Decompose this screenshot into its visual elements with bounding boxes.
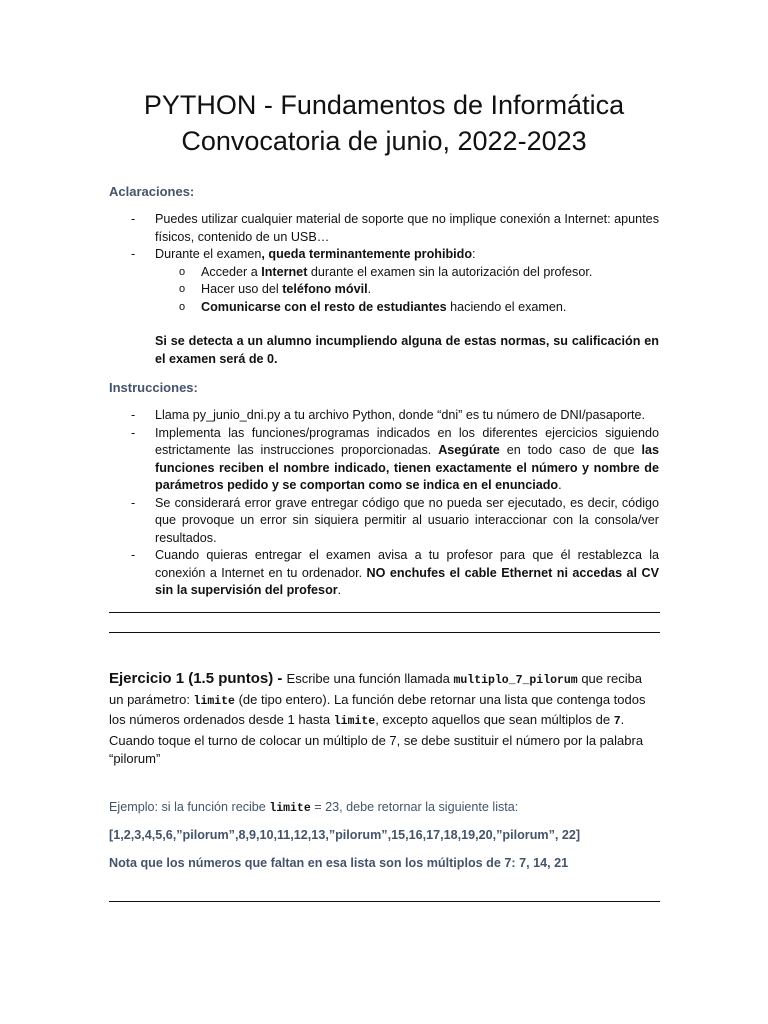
example-note: Nota que los números que faltan en esa lista son los múltiplos de 7: 7, 14, 21 — [109, 856, 569, 870]
list-item-text: Cuando quieras entregar el examen avisa a tu profesor para que él restablezca la conexión a Internet en tu ordenador. — [155, 548, 659, 580]
sub-item-text: . — [367, 282, 372, 296]
code-parameter: limite — [333, 715, 376, 728]
statement-text: . Cuando toque el turno de colocar un múltiplo de 7, se debe sustituir el número por la palabra “pilorum” — [109, 712, 644, 766]
dash-bullet: - — [131, 408, 136, 422]
list-item-text: . — [558, 478, 562, 492]
list-item — [109, 407, 659, 425]
list-item — [109, 246, 659, 264]
dash-bullet: - — [131, 247, 136, 261]
instrucciones-list — [109, 407, 659, 600]
list-item — [109, 425, 659, 495]
example-text: Ejemplo: si la función recibe — [109, 800, 270, 814]
sub-item-text: haciendo el examen. — [446, 299, 567, 314]
dash-bullet: - — [131, 425, 136, 440]
list-item-text: Llama py_junio_dni.py a tu archivo Python, donde “dni” es tu número de DNI/pasaporte. — [155, 408, 646, 422]
list-item — [109, 495, 659, 548]
example-text: = 23, debe retornar la siguiente lista: — [310, 800, 519, 814]
circle-bullet: o — [179, 265, 186, 278]
aclaraciones-heading: Aclaraciones: — [109, 184, 195, 199]
list-item-text: Se considerará error grave entregar código que no pueda ser ejecutado, es decir, código que provoque un error sin siquiera permitir al usuario interaccionar con la consola/ver resultados. — [155, 495, 659, 545]
emphasis-text: NO enchufes el cable Ethernet ni accedas al CV sin la supervisión del profesor — [155, 565, 659, 597]
list-item-text: Implementa las funciones/programas indicados en los diferentes ejercicios siguiendo estrictamente las instrucciones proporcionadas. — [155, 425, 659, 457]
warning-note: Si se detecta a un alumno incumpliendo alguna de estas normas, su calificación en el examen será de 0. — [155, 334, 659, 366]
emphasis-text: teléfono móvil — [282, 282, 368, 296]
sub-item-text: Hacer uso del — [201, 282, 283, 296]
list-item — [109, 211, 659, 246]
instrucciones-heading: Instrucciones: — [109, 380, 198, 395]
list-item — [109, 547, 659, 600]
emphasis-text: , queda terminantemente prohibido — [261, 247, 473, 261]
aclaraciones-list — [109, 211, 659, 368]
page-title-line-1: PYTHON - Fundamentos de Informática — [143, 90, 625, 120]
page-title-line-2: Convocatoria de junio, 2022-2023 — [181, 126, 587, 156]
emphasis-text: las funciones reciben el nombre indicado, tienen exactamente el número y nombre de parámetros pedido y se comportan como se indica en el enunciado — [155, 443, 659, 492]
divider-line — [109, 612, 660, 613]
statement-text: Escribe una función llamada — [286, 671, 454, 686]
sub-item-text: Acceder a — [201, 264, 262, 279]
list-item-text: en todo caso de que — [499, 443, 642, 457]
ejercicio-1-statement — [109, 670, 660, 769]
sub-list-item — [109, 264, 659, 282]
list-item-text: Puedes utilizar cualquier material de soporte que no implique conexión a Internet: apuntes físicos, contenido de un USB… — [155, 212, 659, 244]
code-number: 7 — [613, 715, 621, 728]
example-line — [109, 800, 660, 815]
emphasis-text: Comunicarse con el resto de estudiantes — [201, 299, 447, 314]
statement-text: (de tipo entero). La función debe retornar una lista que contenga todos los números ordenados desde 1 hasta — [109, 691, 646, 727]
emphasis-text: Asegúrate — [438, 443, 500, 457]
list-item-text: : — [472, 247, 476, 261]
list-item-text: . — [337, 583, 342, 597]
sub-item-text: durante el examen sin la autorización del profesor. — [307, 264, 593, 279]
statement-text: que reciba un parámetro: — [109, 671, 643, 707]
sub-list-item — [109, 281, 659, 299]
dash-bullet: - — [131, 212, 136, 226]
sub-list-item — [109, 299, 659, 317]
ejercicio-1-title: Ejercicio 1 (1.5 puntos) - — [109, 670, 287, 687]
code-parameter: limite — [269, 802, 311, 815]
emphasis-text: Internet — [261, 264, 308, 279]
divider-line — [109, 632, 660, 633]
code-function-name: multiplo_7_pilorum — [453, 674, 578, 687]
dash-bullet: - — [131, 495, 136, 510]
statement-text: , excepto aquellos que sean múltiplos de — [375, 712, 614, 727]
example-list: [1,2,3,4,5,6,”pilorum”,8,9,10,11,12,13,”pilorum”,15,16,17,18,19,20,”pilorum”, 22] — [109, 828, 581, 842]
code-parameter: limite — [193, 694, 235, 708]
dash-bullet: - — [131, 548, 136, 562]
circle-bullet: o — [179, 300, 186, 313]
circle-bullet: o — [179, 283, 186, 295]
list-item-text: Durante el examen — [155, 247, 262, 261]
divider-line — [109, 901, 660, 902]
